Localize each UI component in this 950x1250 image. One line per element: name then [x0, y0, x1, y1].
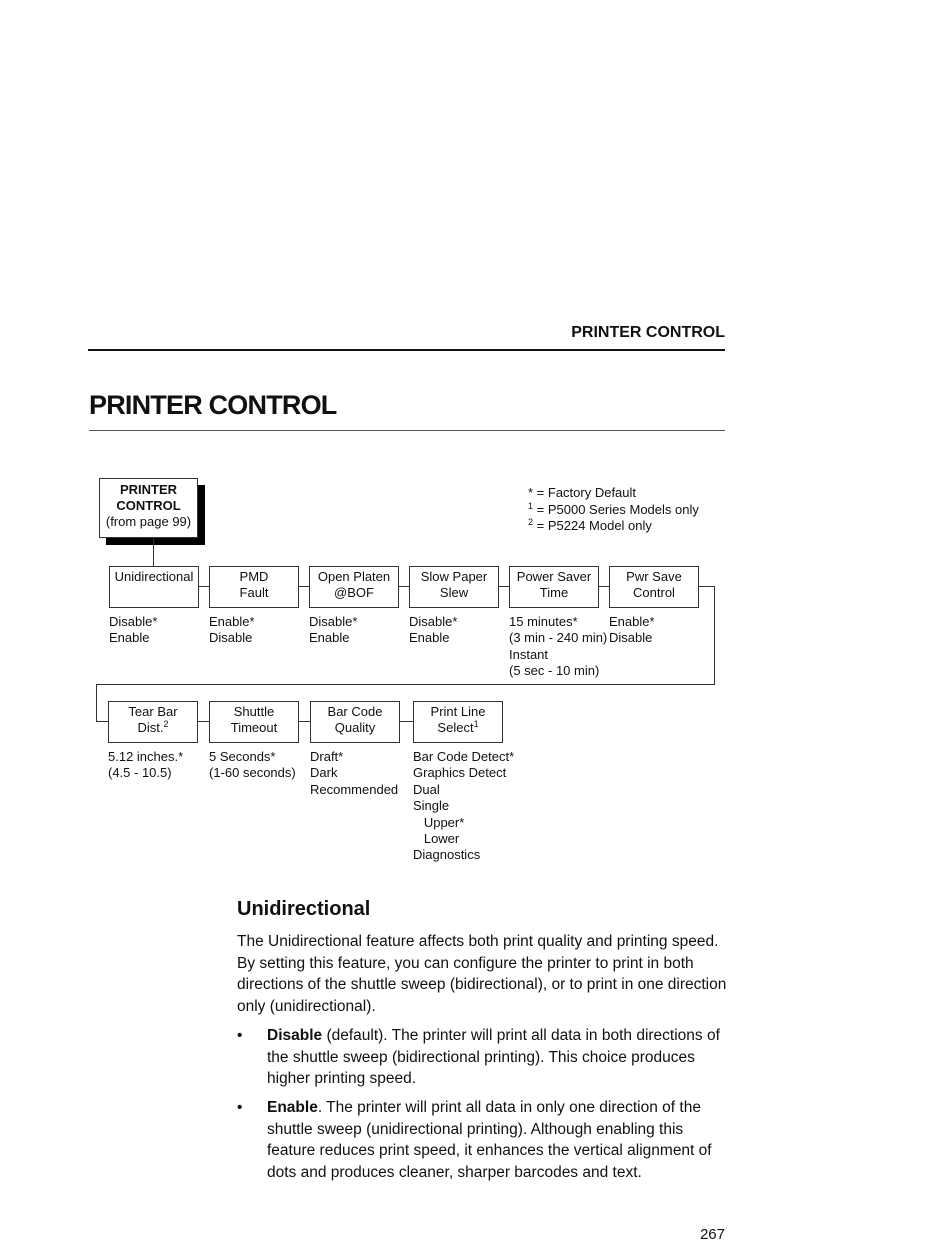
root-connector	[153, 538, 154, 566]
menu-box-row1-3	[309, 566, 399, 608]
menu-box-row1-2	[209, 566, 299, 608]
bullet-text: (default). The printer will print all data in both directions of the shuttle sweep (bidirectional printing). This choice produces higher printing speed.	[267, 1027, 720, 1087]
root-menu-box	[99, 478, 198, 538]
menu-box-label: Timeout	[230, 720, 278, 735]
option-value: 15 minutes*	[509, 614, 578, 629]
option-value: Graphics Detect	[413, 765, 507, 781]
menu-options-row1-6	[609, 614, 655, 647]
menu-options-row1-1	[109, 614, 157, 647]
option-value: (4.5 - 10.5)	[108, 765, 172, 781]
page-number: 267	[699, 1226, 725, 1243]
option-value: Lower	[413, 831, 460, 847]
menu-box-label: Bar Code	[327, 704, 383, 719]
menu-box-row1-5	[509, 566, 599, 608]
menu-options-row1-3	[309, 614, 357, 647]
row2-connector	[299, 721, 310, 722]
option-value: Enable	[109, 630, 150, 646]
menu-box-label: PMD	[239, 569, 269, 584]
menu-options-row1-4	[409, 614, 457, 647]
menu-box-label: Power Saver	[516, 569, 592, 584]
menu-box-label: Print Line	[430, 704, 486, 719]
legend-factory-default: * = Factory Default	[528, 485, 637, 500]
menu-options-row2-2	[209, 749, 296, 782]
wrap-connector	[96, 684, 715, 685]
root-line-1: PRINTER	[119, 482, 178, 497]
menu-box-label: Quality	[334, 720, 376, 735]
menu-box-label: Slow Paper	[420, 569, 488, 584]
option-value: Single	[413, 798, 450, 814]
menu-box-row2-1	[108, 701, 198, 743]
bullet-symbol: •	[237, 1027, 243, 1044]
legend	[528, 485, 699, 535]
option-value: Disable	[209, 630, 253, 646]
footnote-mark: 2	[163, 719, 169, 729]
row1-connector	[299, 586, 309, 587]
option-value: (1-60 seconds)	[209, 765, 296, 781]
menu-box-label: Unidirectional	[114, 569, 194, 584]
option-value: Dual	[413, 781, 440, 797]
option-value: Upper*	[413, 814, 465, 830]
option-value: Disable	[609, 630, 653, 646]
option-value: Enable*	[609, 614, 655, 629]
root-line-3: (from page 99)	[105, 514, 192, 529]
option-value: Instant	[509, 646, 549, 662]
menu-box-label: Shuttle	[233, 704, 275, 719]
menu-options-row1-5	[509, 614, 607, 680]
option-value: Diagnostics	[413, 847, 481, 863]
legend-p5000: $^1$ = P5000 Series Models only	[528, 500, 699, 517]
row1-connector	[399, 586, 409, 587]
option-value: Disable*	[109, 614, 158, 629]
menu-box-label: Dist.$^2$	[137, 719, 169, 735]
section-heading: Unidirectional	[237, 898, 371, 920]
option-value: Dark	[310, 765, 338, 781]
option-value: Enable	[409, 630, 450, 646]
option-value: Disable*	[409, 614, 458, 629]
menu-box-label: Slew	[439, 585, 469, 600]
menu-box-row2-3	[310, 701, 400, 743]
menu-box-label: Time	[539, 585, 569, 600]
bullet-enable	[237, 1097, 727, 1183]
bullet-symbol: •	[237, 1099, 243, 1116]
bullet-term: Enable	[267, 1099, 318, 1116]
bullet-disable	[237, 1025, 727, 1090]
wrap-connector	[96, 684, 97, 721]
wrap-connector	[699, 586, 714, 587]
option-value: 5.12 inches.*	[108, 749, 184, 764]
menu-box-label: Tear Bar	[128, 704, 178, 719]
menu-options-row1-2	[209, 614, 255, 647]
menu-options-row2-1	[108, 749, 183, 782]
option-value: (3 min - 240 min)	[509, 630, 608, 646]
running-header: PRINTER CONTROL	[571, 324, 725, 341]
row2-connector	[198, 721, 209, 722]
menu-box-label: Control	[633, 585, 675, 600]
menu-box-row1-6	[609, 566, 699, 608]
footnote-mark: 1	[473, 719, 479, 729]
section-intro: The Unidirectional feature affects both print quality and printing speed. By setting this feature, you can configure the printer to print in both directions of the shuttle sweep (bidirectional), or to print in one direction only (unidirectional).	[237, 933, 727, 1015]
row1-connector	[599, 586, 609, 587]
wrap-connector	[96, 721, 108, 722]
root-line-2: CONTROL	[116, 498, 181, 513]
menu-box-row1-1	[109, 566, 199, 608]
menu-box-row2-2	[209, 701, 299, 743]
option-value: Recommended	[310, 781, 399, 797]
option-value: 5 Seconds*	[209, 749, 276, 764]
bullet-term: Disable	[267, 1027, 323, 1044]
menu-box-label: @BOF	[334, 585, 374, 600]
menu-options-row2-3	[310, 749, 398, 798]
legend-p5224: $^2$ = P5224 Model only	[528, 517, 652, 533]
menu-box-label: Pwr Save	[626, 569, 682, 584]
menu-box-label: Fault	[239, 585, 269, 600]
menu-box-row1-4	[409, 566, 499, 608]
row1-connector	[499, 586, 509, 587]
option-value: Enable	[309, 630, 350, 646]
wrap-connector	[714, 586, 715, 684]
option-value: (5 sec - 10 min)	[509, 663, 600, 679]
menu-box-label: Open Platen	[317, 569, 391, 584]
menu-box-row2-4	[413, 701, 503, 743]
option-value: Bar Code Detect*	[413, 749, 515, 764]
row1-connector	[199, 586, 209, 587]
bullet-text: . The printer will print all data in only one direction of the shuttle sweep (unidirectional printing). Although enabling this feature reduces print speed, it enhances the vertical alignment of dots and produces cleaner, sharper barcodes and text.	[267, 1099, 712, 1181]
menu-options-row2-4	[413, 749, 514, 864]
option-value: Draft*	[310, 749, 344, 764]
option-value: Enable*	[209, 614, 255, 629]
page-title: PRINTER CONTROL	[89, 390, 337, 420]
option-value: Disable*	[309, 614, 358, 629]
menu-box-label: Select$^1$	[437, 719, 479, 735]
row2-connector	[400, 721, 413, 722]
